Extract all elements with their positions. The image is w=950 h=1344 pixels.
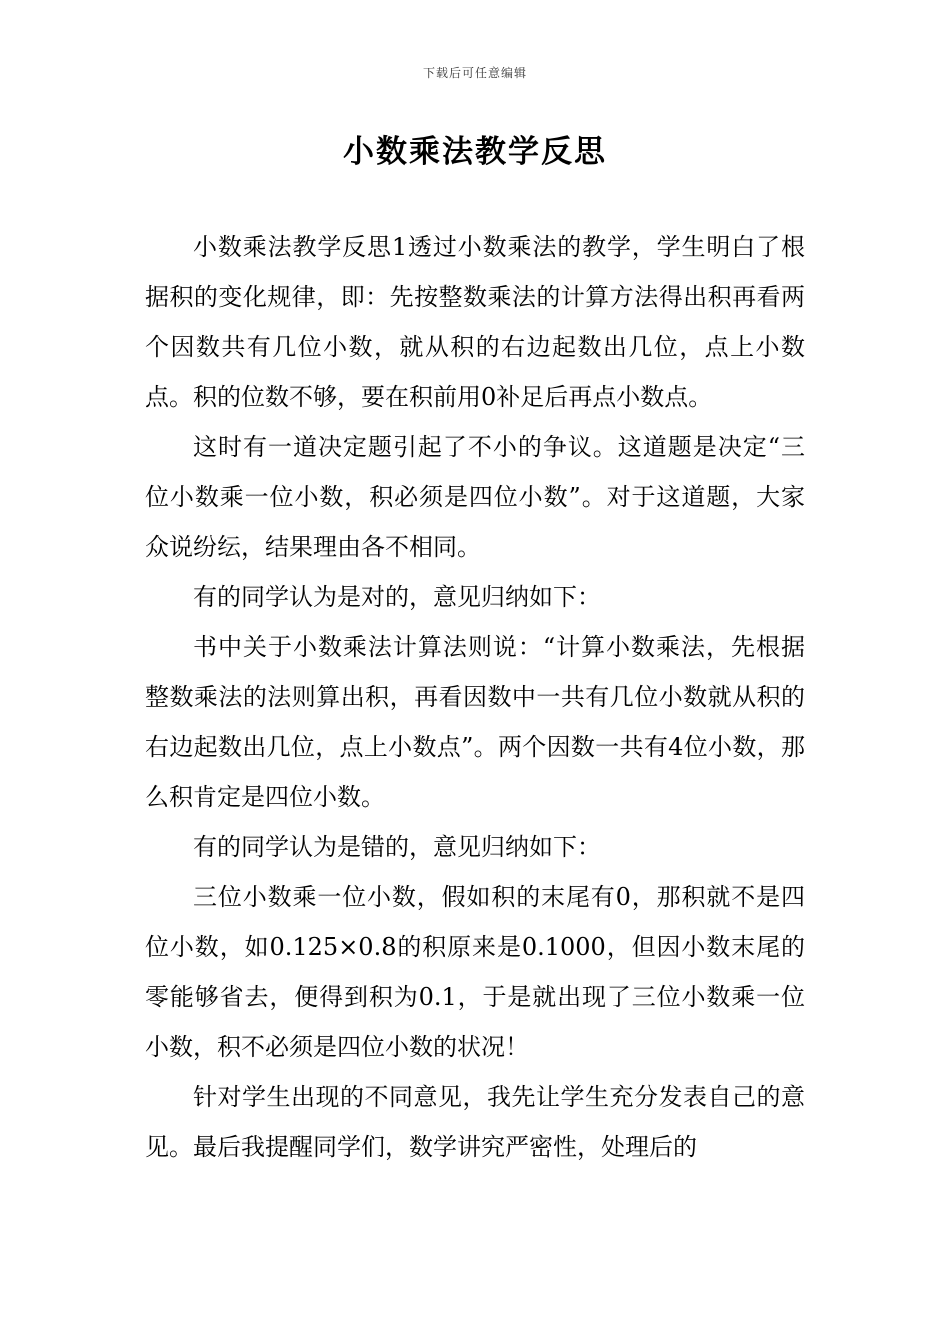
- document-title: 小数乘法教学反思: [343, 134, 607, 170]
- paragraph: 三位小数乘一位小数，假如积的末尾有0，那积就不是四位小数，如0.125×0.8的积原来是0.1000，但因小数末尾的零能够省去，便得到积为0.1，于是就出现了三位小数乘一位小数，积不必须是四位小数的状况！: [145, 883, 805, 1061]
- paragraph: 针对学生出现的不同意见，我先让学生充分发表自己的意见。最后我提醒同学们，数学讲究严密性，处理后的: [145, 1083, 805, 1161]
- paragraph: 这时有一道决定题引起了不小的争议。这道题是决定“三位小数乘一位小数，积必须是四位小数”。对于这道题，大家众说纷纭，结果理由各不相同。: [145, 433, 805, 561]
- paragraph: 书中关于小数乘法计算法则说：“计算小数乘法，先根据整数乘法的法则算出积，再看因数中一共有几位小数就从积的右边起数出几位，点上小数点”。两个因数一共有4位小数，那么积肯定是四位小数。: [145, 633, 805, 811]
- paragraph: 有的同学认为是对的，意见归纳如下：: [193, 583, 601, 611]
- paragraph: 有的同学认为是错的，意见归纳如下：: [193, 833, 601, 861]
- document-body: [145, 222, 805, 1172]
- header-note: 下载后可任意编辑: [422, 66, 527, 80]
- paragraph: 小数乘法教学反思1透过小数乘法的教学，学生明白了根据积的变化规律，即：先按整数乘法的计算方法得出积再看两个因数共有几位小数，就从积的右边起数出几位，点上小数点。积的位数不够，要在积前用0补足后再点小数点。: [145, 233, 805, 411]
